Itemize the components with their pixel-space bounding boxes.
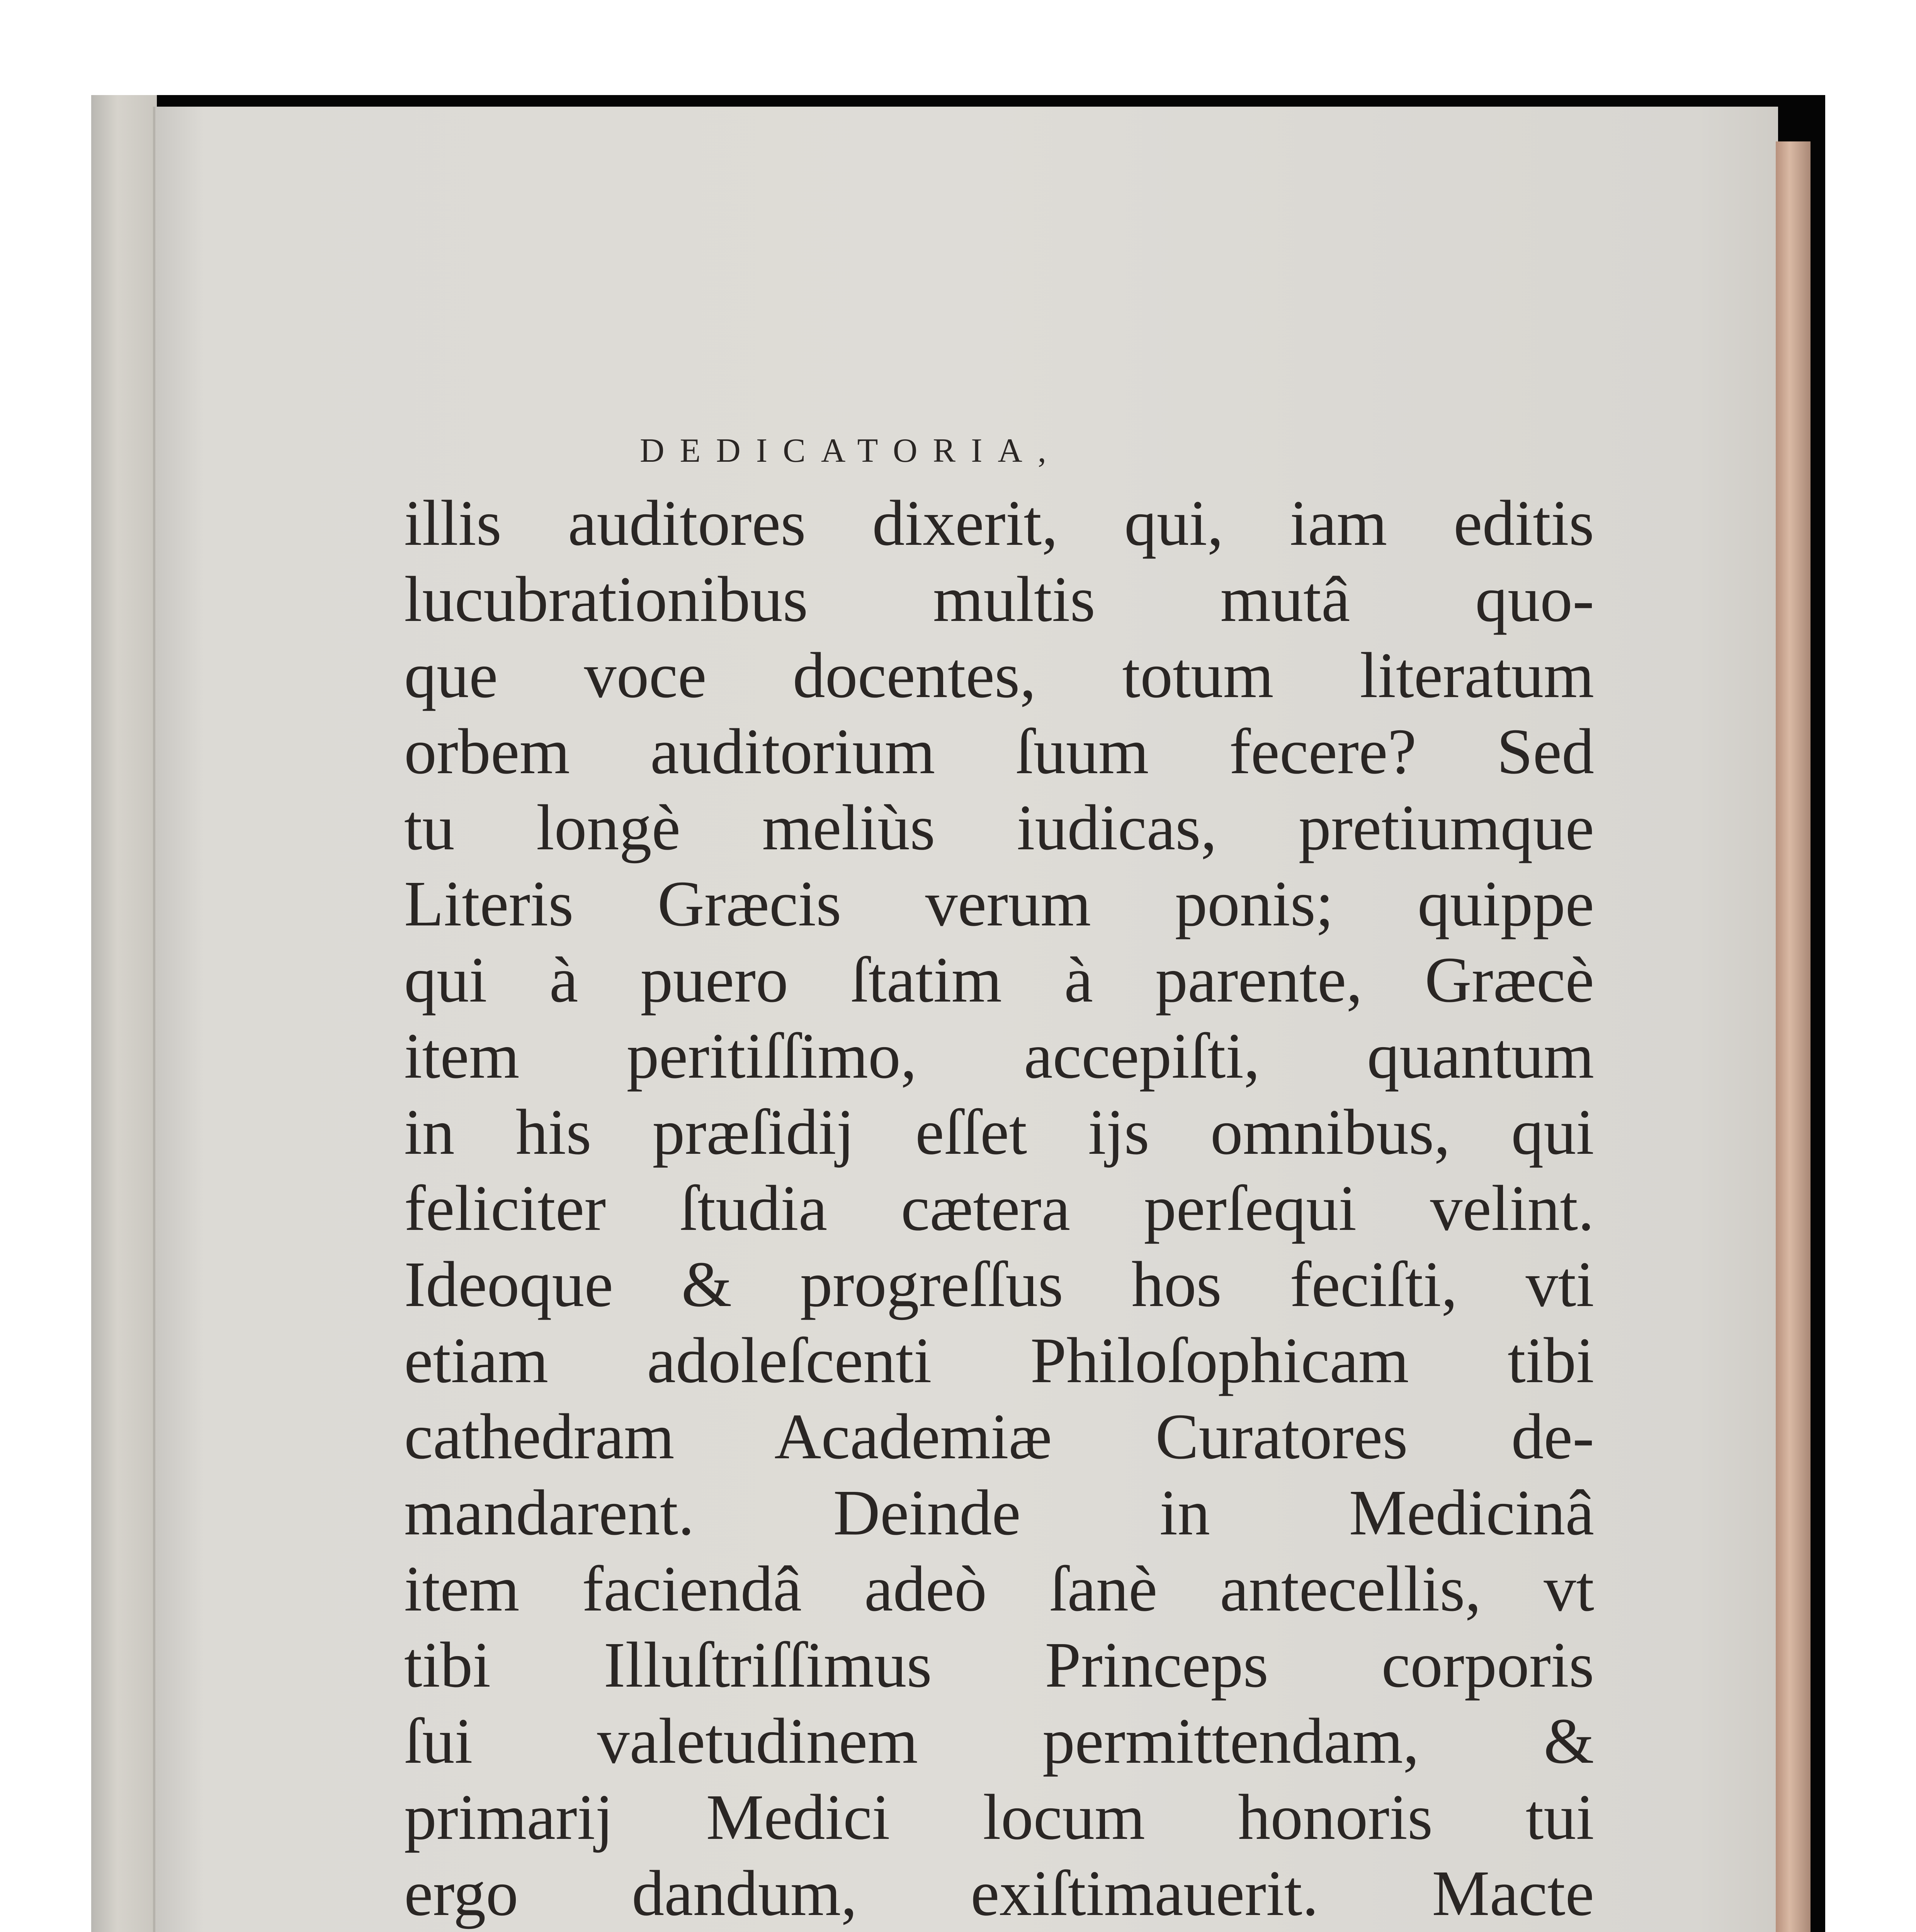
text-line: qui à puero ſtatim à parente, Græcè xyxy=(404,944,1594,1016)
text-line: orbem auditorium ſuum fecere? Sed xyxy=(404,716,1594,787)
text-line: tu longè meliùs iudicas, pretiumque xyxy=(404,792,1594,864)
text-line: mandarent. Deinde in Medicinâ xyxy=(404,1477,1594,1549)
text-line: etiam adoleſcenti Philoſophicam tibi xyxy=(404,1325,1594,1396)
running-head: DEDICATORIA, xyxy=(640,432,1062,469)
facing-page-edge xyxy=(91,95,157,1932)
text-line: feliciter ſtudia cætera perſequi velint. xyxy=(404,1172,1594,1244)
text-line: in his præſidij eſſet ijs omnibus, qui xyxy=(404,1096,1594,1168)
text-line: Literis Græcis verum ponis; quippe xyxy=(404,868,1594,940)
body-text xyxy=(404,485,1594,1932)
text-line: lucubrationibus multis mutâ quo- xyxy=(404,563,1594,635)
text-line: tibi Illuſtriſſimus Princeps corporis xyxy=(404,1629,1594,1701)
text-line: item peritiſſimo, accepiſti, quantum xyxy=(404,1020,1594,1092)
scan-frame xyxy=(91,95,1825,1932)
text-line: primarij Medici locum honoris tui xyxy=(404,1781,1594,1853)
text-line: ſui valetudinem permittendam, & xyxy=(404,1705,1594,1777)
text-line: item faciendâ adeò ſanè antecellis, vt xyxy=(404,1553,1594,1625)
text-line: que voce docentes, totum literatum xyxy=(404,639,1594,711)
text-line: Ideoque & progreſſus hos feciſti, vti xyxy=(404,1248,1594,1320)
page-fore-edge xyxy=(1776,141,1811,1932)
text-line: ergo dandum, exiſtimauerit. Macte xyxy=(404,1857,1594,1929)
text-line: cathedram Academiæ Curatores de- xyxy=(404,1401,1594,1473)
text-line: illis auditores dixerit, qui, iam editis xyxy=(404,487,1594,559)
